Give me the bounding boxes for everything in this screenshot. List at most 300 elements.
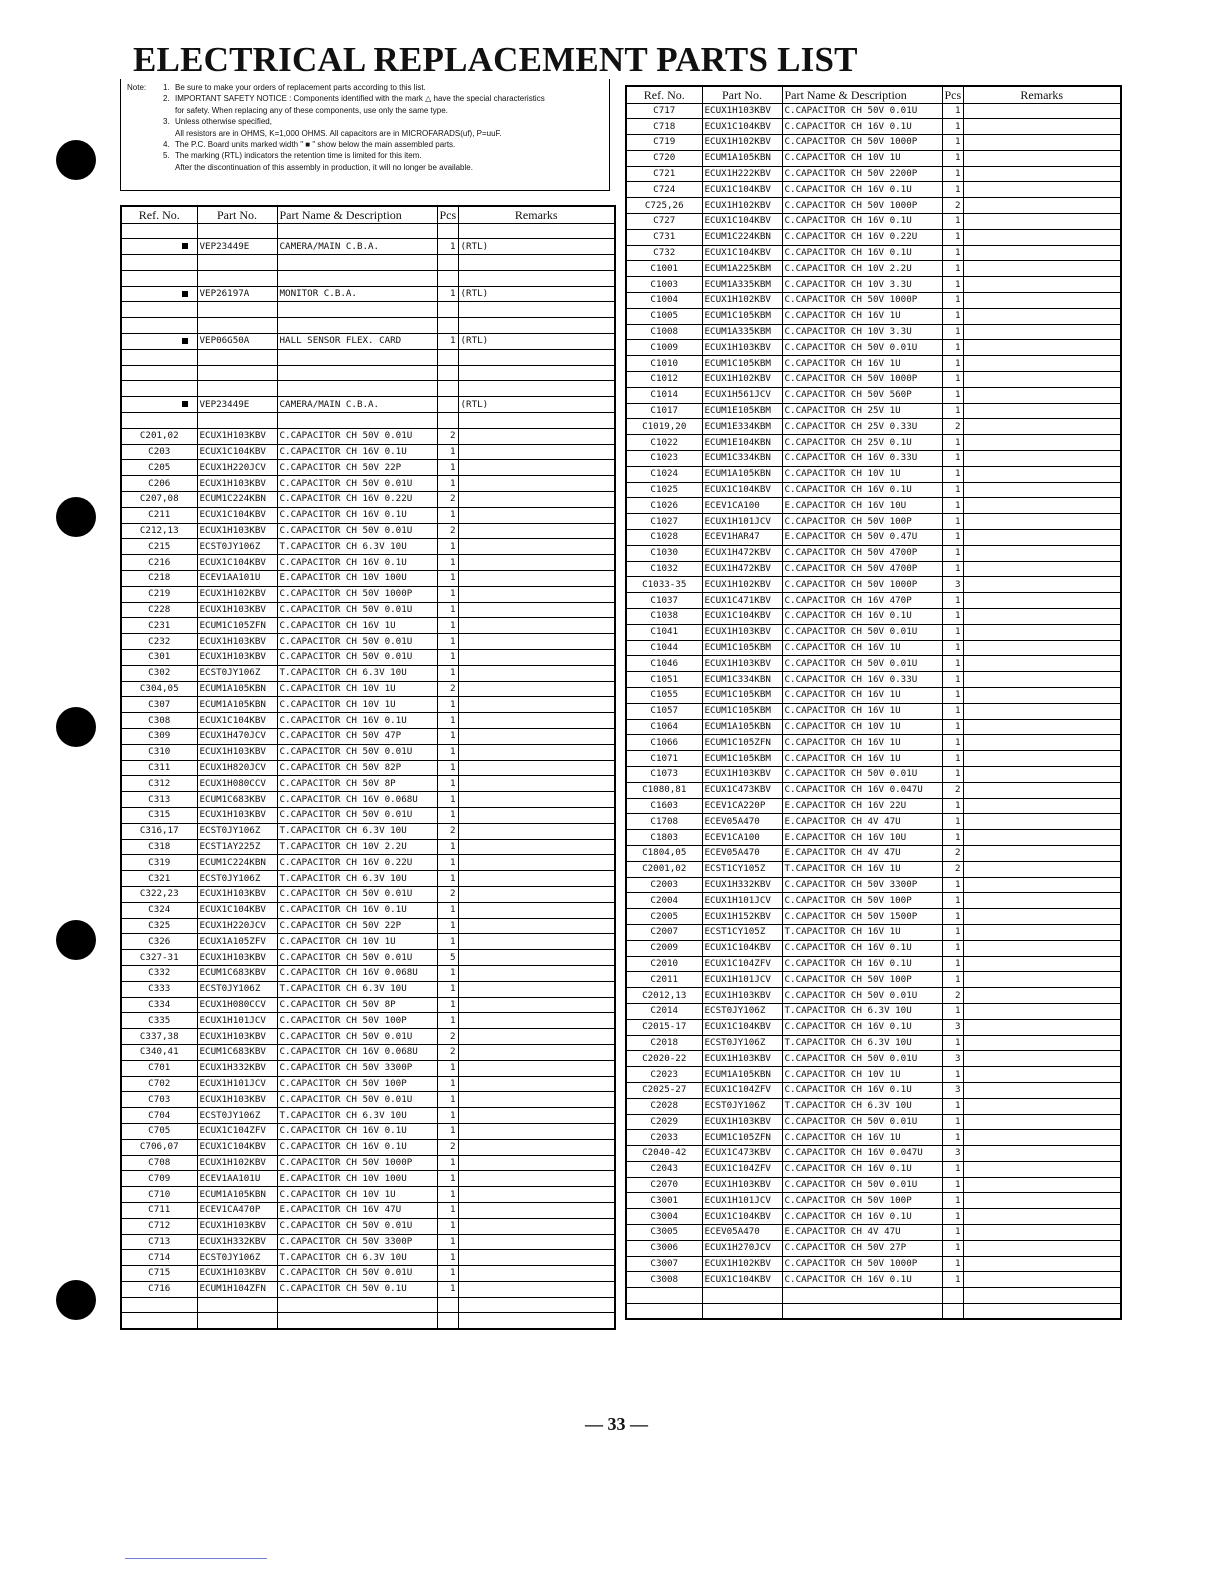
part-no: ECUX1C104KBV [702,482,782,498]
part-description: C.CAPACITOR CH 10V 1U [277,934,437,950]
remarks [458,460,615,476]
ref-no: C719 [626,135,702,151]
table-row [626,403,1121,419]
part-description: C.CAPACITOR CH 16V 0.1U [782,940,942,956]
part-description: C.CAPACITOR CH 50V 0.01U [277,950,437,966]
remarks [963,814,1121,830]
remarks [458,555,615,571]
table-row [626,1272,1121,1288]
part-description: C.CAPACITOR CH 16V 0.068U [277,1044,437,1060]
pcs: 1 [437,286,458,302]
table-row [626,798,1121,814]
table-row [626,119,1121,135]
ref-no [121,255,197,271]
table-row [121,1092,615,1108]
pcs: 1 [437,1123,458,1139]
part-description [277,223,437,239]
remarks [963,182,1121,198]
part-no: ECST0JY106Z [197,1108,277,1124]
part-no: ECUX1C104KBV [197,1139,277,1155]
part-no [197,381,277,397]
remarks [458,1139,615,1155]
part-no: ECUM1A105KBN [702,719,782,735]
table-row [626,861,1121,877]
remarks [963,403,1121,419]
part-no: ECEV1HAR47 [702,530,782,546]
table-row [121,1281,615,1297]
header-name: Part Name & Description [782,86,942,103]
part-no: ECUX1H332KBV [702,877,782,893]
part-no [197,1313,277,1329]
remarks [458,1250,615,1266]
part-description [277,413,437,429]
part-description: C.CAPACITOR CH 16V 0.1U [782,182,942,198]
table-row [626,1130,1121,1146]
ref-no: C2007 [626,924,702,940]
pcs [437,270,458,286]
part-description: C.CAPACITOR CH 16V 0.22U [782,229,942,245]
part-description: C.CAPACITOR CH 50V 3300P [277,1234,437,1250]
pcs [942,1288,963,1304]
table-row [121,1044,615,1060]
pcs: 1 [437,729,458,745]
table-row [121,1076,615,1092]
part-description: C.CAPACITOR CH 50V 3300P [782,877,942,893]
remarks [963,940,1121,956]
part-no: ECUX1C104KBV [197,444,277,460]
pcs: 3 [942,1019,963,1035]
pcs: 1 [437,776,458,792]
part-description: C.CAPACITOR CH 50V 0.01U [277,476,437,492]
pcs: 1 [942,751,963,767]
table-row [121,1155,615,1171]
part-description: C.CAPACITOR CH 50V 0.01U [277,523,437,539]
pcs: 2 [437,886,458,902]
table-row [626,1225,1121,1241]
binder-hole [56,920,96,960]
remarks [963,308,1121,324]
part-no: ECUX1H103KBV [197,1266,277,1282]
ref-no: C232 [121,634,197,650]
remarks [458,1092,615,1108]
part-no: ECUM1C334KBN [702,672,782,688]
remarks [458,760,615,776]
remarks [458,1044,615,1060]
ref-no: C2023 [626,1067,702,1083]
part-no: ECST1AY225Z [197,839,277,855]
part-description: E.CAPACITOR CH 10V 100U [277,1171,437,1187]
pcs: 1 [437,618,458,634]
pcs: 1 [942,687,963,703]
remarks [963,451,1121,467]
part-description: C.CAPACITOR CH 50V 8P [277,997,437,1013]
remarks [458,855,615,871]
remarks [963,340,1121,356]
part-no: ECUM1C683KBV [197,792,277,808]
part-no: ECUM1E334KBM [702,419,782,435]
note-label [127,162,163,173]
remarks [458,444,615,460]
table-row [121,460,615,476]
part-no: ECUX1H103KBV [197,744,277,760]
table-row [121,997,615,1013]
table-row [121,760,615,776]
ref-no: C2033 [626,1130,702,1146]
table-row [626,956,1121,972]
table-row [121,302,615,318]
ref-no: C228 [121,602,197,618]
part-description: C.CAPACITOR CH 16V 0.1U [277,507,437,523]
part-description: HALL SENSOR FLEX. CARD [277,334,437,350]
pcs: 1 [942,1240,963,1256]
part-description: E.CAPACITOR CH 4V 47U [782,1225,942,1241]
remarks [963,609,1121,625]
ref-no: C1017 [626,403,702,419]
part-description: C.CAPACITOR CH 50V 0.01U [277,650,437,666]
part-description: C.CAPACITOR CH 16V 1U [782,640,942,656]
part-description: C.CAPACITOR CH 25V 0.33U [782,419,942,435]
ref-no: C1030 [626,545,702,561]
remarks [458,997,615,1013]
part-description [277,349,437,365]
part-no: ECUX1H103KBV [702,1051,782,1067]
pcs: 1 [942,672,963,688]
part-description: T.CAPACITOR CH 16V 1U [782,861,942,877]
remarks [963,1304,1121,1320]
ref-no: C324 [121,902,197,918]
table-row [121,223,615,239]
pcs: 1 [437,1013,458,1029]
remarks [963,924,1121,940]
part-description [782,1304,942,1320]
remarks [458,428,615,444]
ref-no: C1041 [626,624,702,640]
table-row [626,1304,1121,1320]
part-description: C.CAPACITOR CH 16V 0.1U [782,1161,942,1177]
pcs: 1 [437,1155,458,1171]
part-description [277,1297,437,1313]
remarks [458,650,615,666]
remarks [458,318,615,334]
part-no: ECUM1C683KBV [197,965,277,981]
pcs: 1 [437,239,458,255]
ref-no: C727 [626,214,702,230]
remarks [458,602,615,618]
pcs: 1 [942,514,963,530]
remarks [458,1202,615,1218]
note-text: Be sure to make your orders of replacement parts according to this list. [175,83,426,92]
ref-no: C2005 [626,909,702,925]
part-description: E.CAPACITOR CH 16V 47U [277,1202,437,1218]
remarks [458,1187,615,1203]
part-no: ECUM1A335KBM [702,324,782,340]
table-row [626,1240,1121,1256]
ref-no [121,413,197,429]
table-row [121,792,615,808]
ref-no: C321 [121,871,197,887]
pcs: 1 [942,656,963,672]
ref-no: C1028 [626,530,702,546]
pcs: 1 [437,1234,458,1250]
link-underline[interactable] [125,1558,267,1559]
part-no: ECUX1C473KBV [702,1146,782,1162]
part-no: ECUX1H103KBV [197,807,277,823]
table-row [121,1108,615,1124]
part-no: ECUX1H332KBV [197,1060,277,1076]
pcs: 2 [437,823,458,839]
table-row [121,255,615,271]
part-no: ECEV05A470 [702,845,782,861]
part-description: C.CAPACITOR CH 16V 0.1U [782,956,942,972]
part-description: C.CAPACITOR CH 10V 1U [782,150,942,166]
part-no: ECEV1CA220P [702,798,782,814]
pcs: 1 [942,924,963,940]
remarks [963,229,1121,245]
part-no: ECUM1C224KBN [197,855,277,871]
table-row [626,972,1121,988]
note-label [127,150,163,161]
page-number: — 33 — [585,1414,648,1434]
remarks [963,1225,1121,1241]
remarks [963,277,1121,293]
pcs: 2 [942,988,963,1004]
part-no: ECUX1C104KBV [702,182,782,198]
remarks [963,387,1121,403]
ref-no: C332 [121,965,197,981]
part-description: C.CAPACITOR CH 50V 1500P [782,909,942,925]
table-row [626,624,1121,640]
table-row [626,1082,1121,1098]
table-row [121,1250,615,1266]
table-row [626,561,1121,577]
remarks [458,381,615,397]
part-no: ECUM1E104KBN [702,435,782,451]
pcs: 1 [942,1161,963,1177]
remarks [963,1003,1121,1019]
table-row [121,365,615,381]
ref-no: C3007 [626,1256,702,1272]
remarks [963,245,1121,261]
ref-no: C701 [121,1060,197,1076]
table-row [121,334,615,350]
pcs: 1 [942,877,963,893]
table-row [626,1177,1121,1193]
table-row [121,1202,615,1218]
ref-no: C1708 [626,814,702,830]
remarks [963,893,1121,909]
ref-no: C1010 [626,356,702,372]
part-description: C.CAPACITOR CH 10V 3.3U [782,324,942,340]
part-no: ECUX1C104KBV [702,245,782,261]
ref-no: C301 [121,650,197,666]
ref-no: C1051 [626,672,702,688]
part-description: C.CAPACITOR CH 16V 0.33U [782,672,942,688]
ref-no: C313 [121,792,197,808]
pcs: 1 [942,624,963,640]
table-row [121,1139,615,1155]
ref-no: C205 [121,460,197,476]
part-description: C.CAPACITOR CH 50V 3300P [277,1060,437,1076]
table-row [626,735,1121,751]
remarks [458,349,615,365]
ref-no: C2020-22 [626,1051,702,1067]
ref-no: C2011 [626,972,702,988]
table-row [121,807,615,823]
pcs: 2 [942,782,963,798]
remarks [963,593,1121,609]
pcs: 1 [942,356,963,372]
part-description: C.CAPACITOR CH 16V 0.1U [277,713,437,729]
remarks [963,1161,1121,1177]
remarks [963,514,1121,530]
pcs: 1 [437,602,458,618]
ref-no: C714 [121,1250,197,1266]
table-row [121,697,615,713]
part-description: C.CAPACITOR CH 50V 1000P [782,577,942,593]
pcs: 1 [942,814,963,830]
part-description: E.CAPACITOR CH 16V 10U [782,498,942,514]
header-ref: Ref. No. [121,206,197,223]
table-row [121,413,615,429]
part-no: ECUX1H101JCV [197,1013,277,1029]
part-no: ECUM1A105KBN [197,697,277,713]
pcs: 1 [942,245,963,261]
part-description: C.CAPACITOR CH 50V 0.01U [782,1114,942,1130]
part-no: ECUM1C224KBN [702,229,782,245]
pcs: 1 [942,229,963,245]
table-row [626,1161,1121,1177]
part-description: C.CAPACITOR CH 50V 22P [277,460,437,476]
part-description: T.CAPACITOR CH 10V 2.2U [277,839,437,855]
table-row [626,703,1121,719]
table-row [121,1171,615,1187]
part-description: C.CAPACITOR CH 50V 82P [277,760,437,776]
pcs: 1 [437,839,458,855]
pcs: 1 [437,713,458,729]
pcs: 1 [437,918,458,934]
part-no: ECUX1H561JCV [702,387,782,403]
remarks [458,539,615,555]
ref-no: C1064 [626,719,702,735]
pcs: 1 [942,1225,963,1241]
part-no: ECUX1H103KBV [702,988,782,1004]
remarks [458,413,615,429]
part-description: E.CAPACITOR CH 16V 22U [782,798,942,814]
part-description: C.CAPACITOR CH 50V 4700P [782,545,942,561]
part-description: C.CAPACITOR CH 50V 0.01U [277,886,437,902]
table-row [121,1313,615,1329]
ref-no [121,334,197,350]
ref-no: C3006 [626,1240,702,1256]
part-description [277,365,437,381]
table-row [626,229,1121,245]
remarks [963,798,1121,814]
part-no: ECUX1H472KBV [702,561,782,577]
ref-no: C724 [626,182,702,198]
remarks [458,1060,615,1076]
remarks [963,861,1121,877]
table-row [626,356,1121,372]
part-no: ECUM1A105KBN [702,1067,782,1083]
part-description: C.CAPACITOR CH 25V 0.1U [782,435,942,451]
part-description [277,1313,437,1329]
table-row [626,766,1121,782]
notes-box [120,79,610,191]
pcs: 2 [437,1029,458,1045]
pcs: 1 [437,334,458,350]
table-row [121,744,615,760]
remarks [963,782,1121,798]
header-part: Part No. [197,206,277,223]
pcs: 1 [942,1035,963,1051]
note-text: for safety. When replacing any of these components, use only the same type. [175,105,448,115]
header-part: Part No. [702,86,782,103]
table-row [626,435,1121,451]
part-no: ECUX1H103KBV [702,656,782,672]
remarks [963,988,1121,1004]
table-row [626,135,1121,151]
remarks [458,1266,615,1282]
remarks [963,672,1121,688]
remarks [963,624,1121,640]
ref-no: C1025 [626,482,702,498]
part-description: C.CAPACITOR CH 50V 1000P [277,1155,437,1171]
part-description: C.CAPACITOR CH 16V 1U [782,308,942,324]
ref-no: C1009 [626,340,702,356]
remarks [458,744,615,760]
ref-no: C319 [121,855,197,871]
note-line [127,128,603,139]
table-row [121,918,615,934]
part-description: C.CAPACITOR CH 50V 0.01U [277,1218,437,1234]
pcs: 1 [942,277,963,293]
pcs: 1 [942,1067,963,1083]
pcs: 1 [942,1098,963,1114]
part-no: ECUX1C104KBV [702,1272,782,1288]
pcs: 1 [942,1209,963,1225]
remarks [458,1029,615,1045]
ref-no: C206 [121,476,197,492]
table-row [121,950,615,966]
pcs: 1 [437,1187,458,1203]
pcs: 1 [942,498,963,514]
remarks [963,1272,1121,1288]
remarks [458,807,615,823]
part-description: C.CAPACITOR CH 50V 22P [277,918,437,934]
note-number: 2. [163,94,170,104]
part-description: T.CAPACITOR CH 6.3V 10U [277,871,437,887]
part-description: C.CAPACITOR CH 16V 0.1U [277,1123,437,1139]
part-description [782,1288,942,1304]
pcs: 3 [942,1146,963,1162]
part-no: ECUM1H104ZFN [197,1281,277,1297]
pcs: 2 [437,523,458,539]
part-no: ECUX1H103KBV [197,1029,277,1045]
part-description: C.CAPACITOR CH 50V 0.01U [782,988,942,1004]
remarks [963,561,1121,577]
remarks [458,1297,615,1313]
table-row [626,150,1121,166]
table-row [121,1029,615,1045]
pcs: 1 [437,744,458,760]
remarks [963,703,1121,719]
remarks [458,823,615,839]
ref-no: C335 [121,1013,197,1029]
part-description: C.CAPACITOR CH 50V 100P [782,514,942,530]
pcs: 1 [942,893,963,909]
remarks [458,634,615,650]
part-description: C.CAPACITOR CH 50V 0.01U [277,1029,437,1045]
